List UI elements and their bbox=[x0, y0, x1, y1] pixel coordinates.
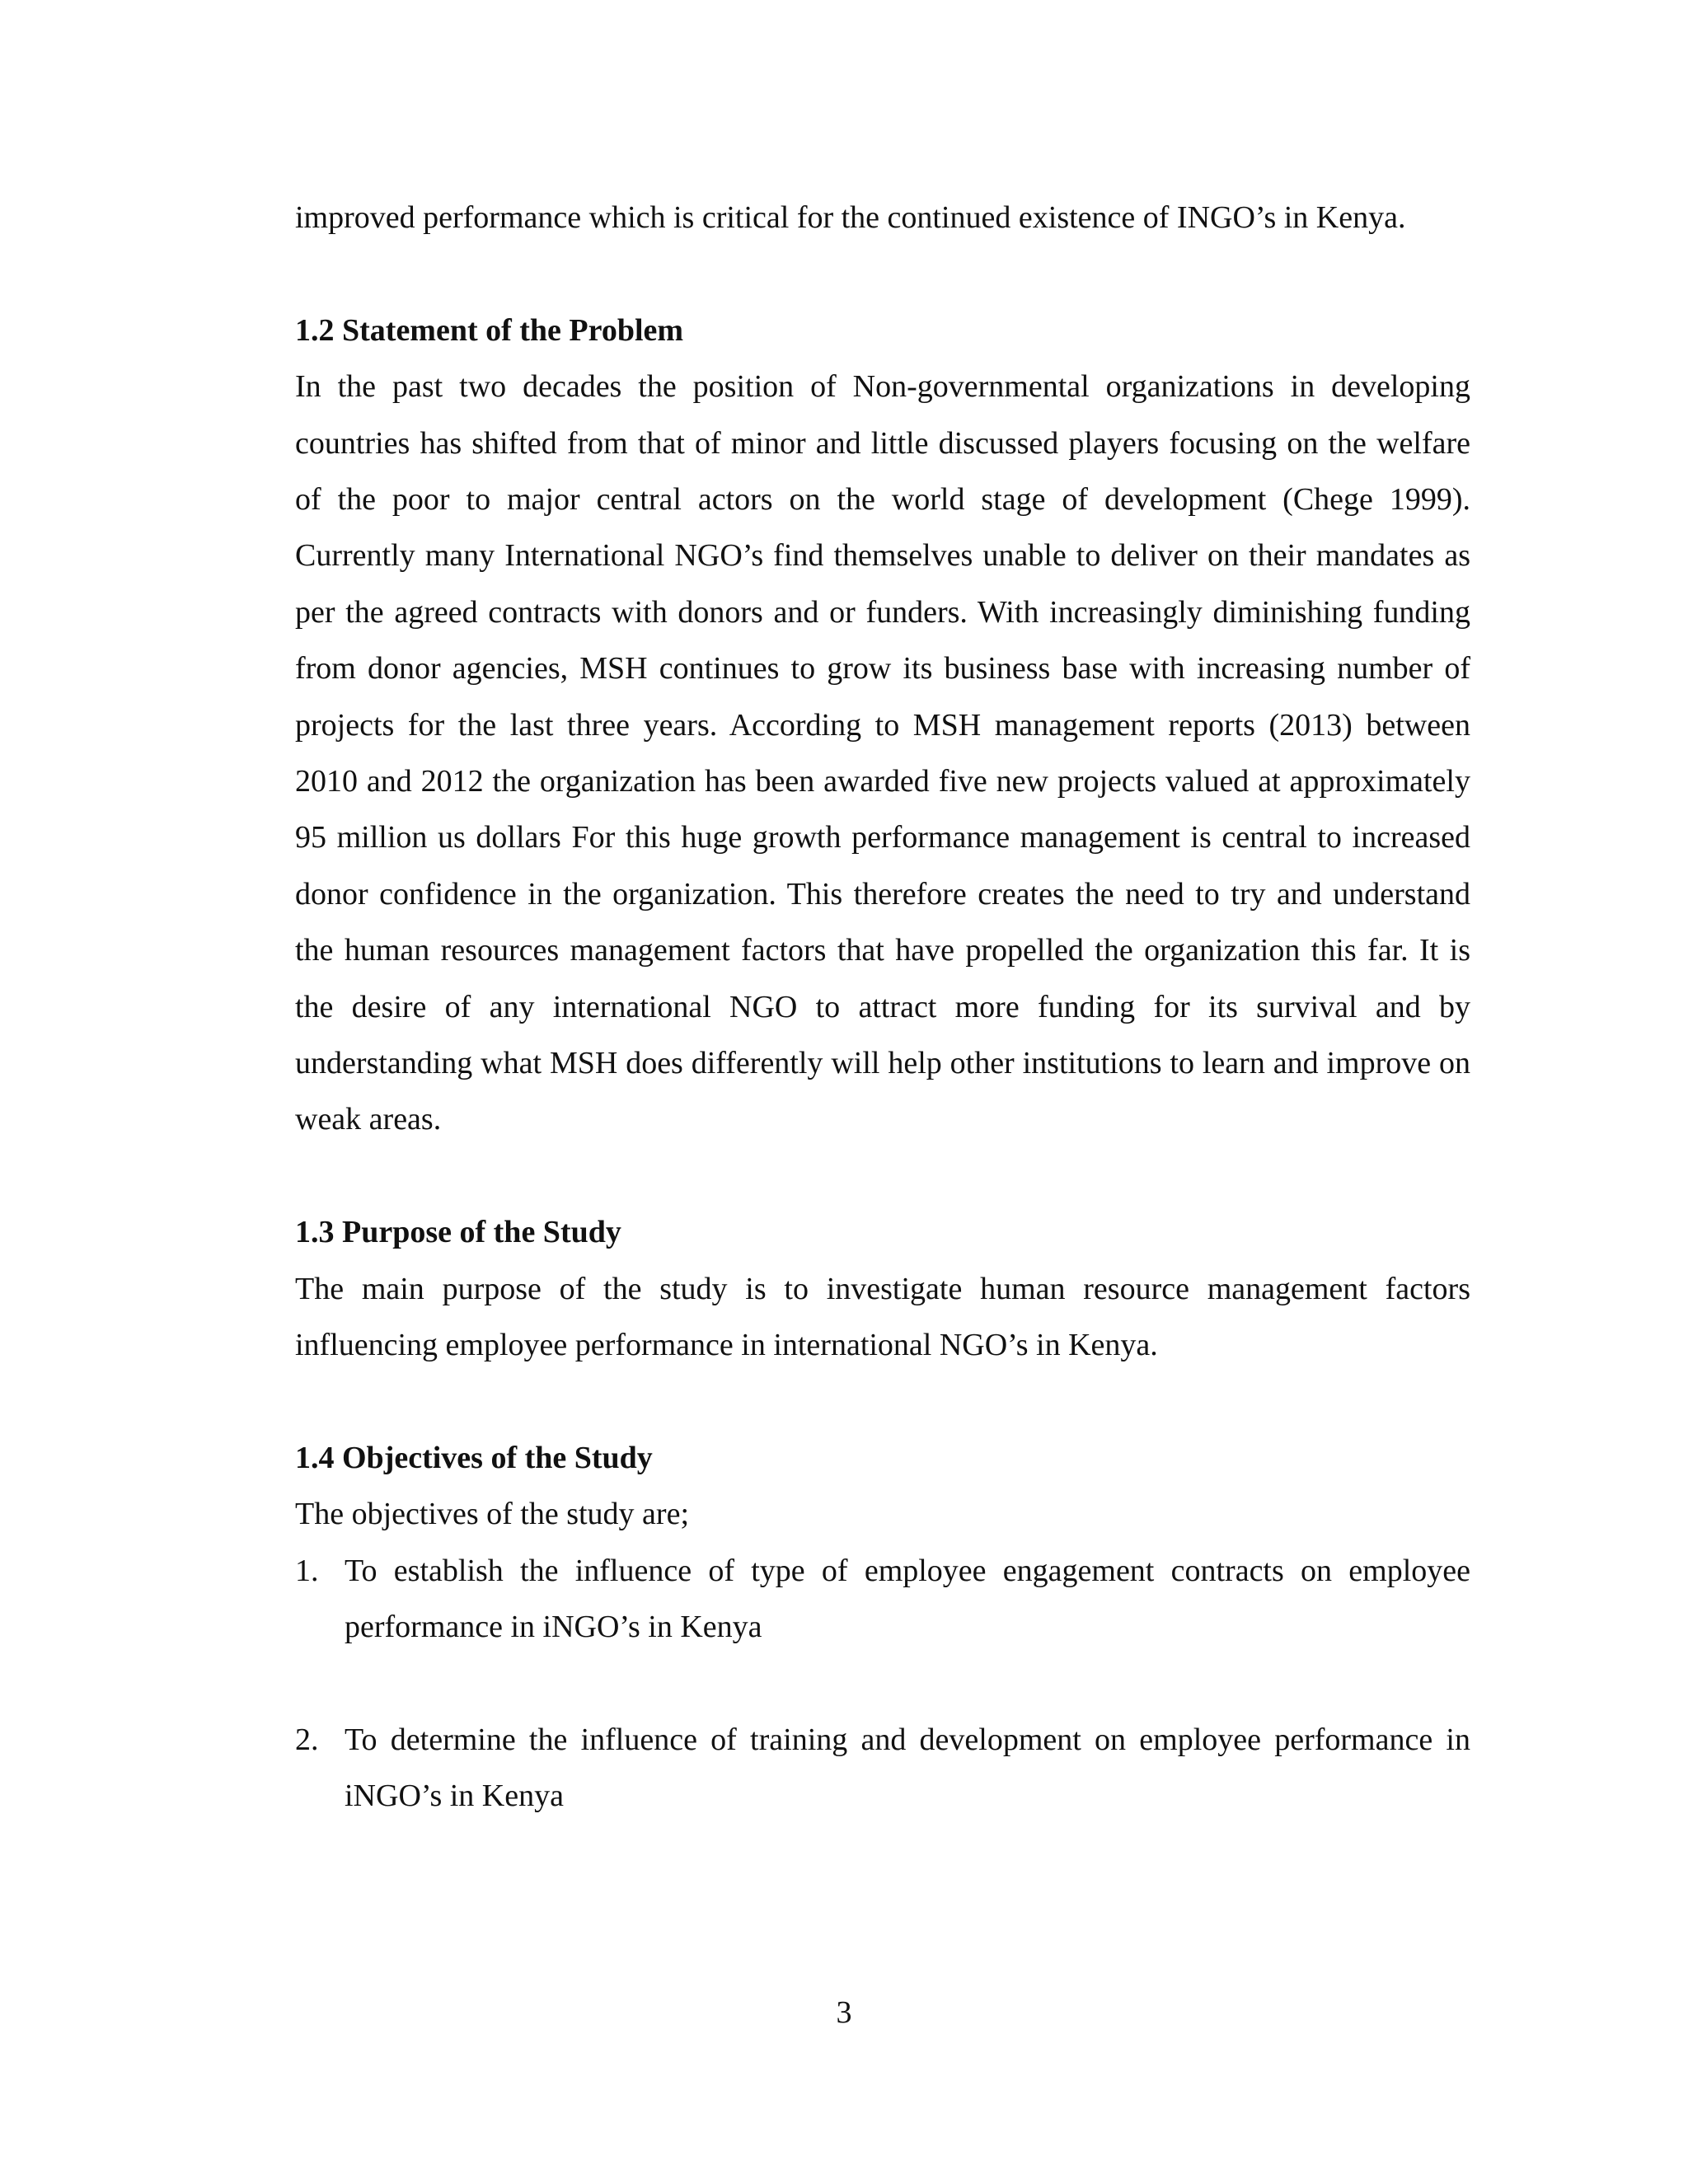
spacer bbox=[295, 246, 1470, 302]
spacer bbox=[295, 1374, 1470, 1430]
statement-of-problem-paragraph: In the past two decades the position of Non-governmental organizations in developing countries has shifted from that of minor and little discussed players focusing on the welfare of the poor to major central actors on the world stage of development (Chege 1999). Currently many International NGO’s find themselves unable to deliver on their mandates as per the agreed contracts with donors and or funders. With increasingly diminishing funding from donor agencies, MSH continues to grow its business base with increasing number of projects for the last three years. According to MSH management reports (2013) between 2010 and 2012 the organization has been awarded five new projects valued at approximately 95 million us dollars For this huge growth performance management is central to increased donor confidence in the organization. This therefore creates the need to try and understand the human resources management factors that have propelled the organization this far. It is the desire of any international NGO to attract more funding for its survival and by understanding what MSH does differently will help other institutions to learn and improve on weak areas. bbox=[295, 369, 1470, 1137]
objective-text: To determine the influence of training and development on employee performance in iNGO’s in Kenya bbox=[345, 1722, 1470, 1814]
objective-number: 2. bbox=[295, 1722, 319, 1757]
objectives-intro: The objectives of the study are; bbox=[295, 1497, 690, 1532]
objective-item bbox=[295, 1543, 1470, 1656]
objective-number: 1. bbox=[295, 1553, 319, 1588]
page-body bbox=[295, 190, 1470, 1825]
heading-purpose-of-study: 1.3 Purpose of the Study bbox=[295, 1215, 621, 1250]
heading-statement-of-problem: 1.2 Statement of the Problem bbox=[295, 312, 684, 348]
objective-text: To establish the influence of type of employee engagement contracts on employee performance in iNGO’s in Kenya bbox=[345, 1553, 1470, 1645]
spacer bbox=[295, 1656, 1470, 1712]
objectives-list bbox=[295, 1543, 1470, 1825]
intro-line: improved performance which is critical for the continued existence of INGO’s in Kenya. bbox=[295, 200, 1406, 235]
spacer bbox=[295, 1148, 1470, 1204]
objective-item bbox=[295, 1712, 1470, 1825]
page-number: 3 bbox=[836, 1995, 852, 2030]
heading-objectives-of-study: 1.4 Objectives of the Study bbox=[295, 1440, 653, 1475]
purpose-of-study-paragraph: The main purpose of the study is to investigate human resource management factors influencing employee performance in international NGO’s in Kenya. bbox=[295, 1271, 1470, 1363]
